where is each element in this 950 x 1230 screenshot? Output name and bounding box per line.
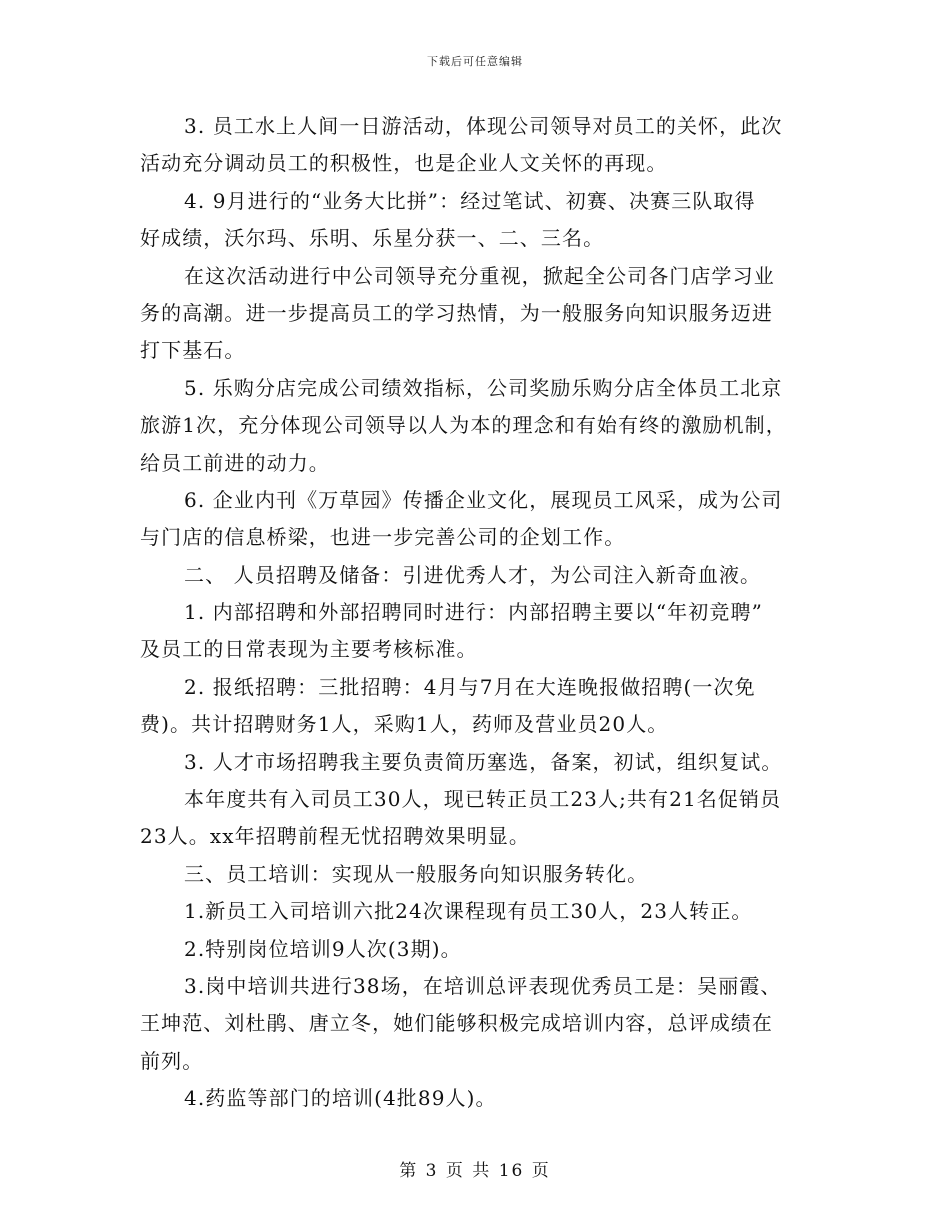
paragraph-line: 2. 报纸招聘：三批招聘：4月与7月在大连晚报做招聘(一次免 (184, 674, 756, 699)
paragraph (140, 557, 820, 594)
paragraph (140, 183, 820, 258)
paragraph (140, 968, 820, 1080)
paragraph (140, 258, 820, 370)
paragraph-line: 与门店的信息桥梁，也进一步完善公司的企划工作。 (140, 525, 626, 550)
paragraph (140, 856, 820, 893)
paragraph (140, 669, 820, 744)
paragraph-line: 3. 员工水上人间一日游活动，体现公司领导对员工的关怀，此次 (184, 114, 783, 138)
paragraph (140, 931, 820, 968)
document-body (140, 108, 820, 1118)
paragraph (140, 1080, 820, 1117)
paragraph (140, 370, 820, 482)
paragraph (140, 482, 820, 557)
paragraph-line: 活动充分调动员工的积极性，也是企业人文关怀的再现。 (140, 151, 668, 176)
paragraph (140, 893, 820, 930)
paragraph-line: 给员工前进的动力。 (140, 450, 330, 475)
paragraph-line: 前列。 (140, 1048, 204, 1073)
paragraph-line: 务的高潮。进一步提高员工的学习热情，为一般服务向知识服务迈进 (140, 300, 773, 325)
paragraph-line: 4.药监等部门的培训(4批89人)。 (184, 1086, 497, 1111)
paragraph-line: 三、员工培训：实现从一般服务向知识服务转化。 (184, 861, 649, 886)
page-footer: 第 3 页 共 16 页 (399, 1161, 551, 1181)
paragraph-line: 本年度共有入司员工30人，现已转正员工23人;共有21名促销员 (184, 787, 782, 812)
paragraph (140, 744, 820, 781)
paragraph-line: 在这次活动进行中公司领导充分重视，掀起全公司各门店学习业 (184, 263, 775, 288)
paragraph (140, 108, 820, 183)
paragraph-line: 6. 企业内刊《万草园》传播企业文化，展现员工风采，成为公司 (184, 487, 783, 512)
paragraph-line: 及员工的日常表现为主要考核标准。 (140, 637, 478, 662)
paragraph-line: 打下基石。 (140, 338, 246, 363)
paragraph-line: 4. 9月进行的“业务大比拼”：经过笔试、初赛、决赛三队取得 (184, 188, 756, 213)
paragraph-line: 1. 内部招聘和外部招聘同时进行：内部招聘主要以“年初竞聘” (184, 600, 763, 625)
paragraph-line: 费)。共计招聘财务1人，采购1人，药师及营业员20人。 (140, 712, 669, 737)
paragraph-line: 1.新员工入司培训六批24次课程现有员工30人，23人转正。 (184, 899, 753, 924)
paragraph (140, 781, 820, 856)
paragraph-line: 王坤范、刘杜鹃、唐立冬，她们能够积极完成培训内容，总评成绩在 (140, 1011, 773, 1036)
paragraph (140, 594, 820, 669)
page-header: 下载后可任意编辑 (427, 55, 523, 68)
paragraph-line: 旅游1次，充分体现公司领导以人为本的理念和有始有终的激励机制， (140, 413, 787, 438)
paragraph-line: 好成绩，沃尔玛、乐明、乐星分获一、二、三名。 (140, 226, 605, 251)
paragraph-line: 23人。xx年招聘前程无忧招聘效果明显。 (140, 824, 531, 849)
paragraph-line: 2.特别岗位培训9人次(3期)。 (184, 936, 462, 961)
paragraph-line: 3. 人才市场招聘我主要负责简历塞选，备案，初试，组织复试。 (184, 749, 783, 774)
paragraph-line: 3.岗中培训共进行38场，在培训总评表现优秀员工是：吴丽霞、 (184, 973, 782, 998)
paragraph-line: 二、 人员招聘及储备：引进优秀人才，为公司注入新奇血液。 (184, 562, 762, 587)
paragraph-line: 5. 乐购分店完成公司绩效指标，公司奖励乐购分店全体员工北京 (184, 375, 783, 400)
